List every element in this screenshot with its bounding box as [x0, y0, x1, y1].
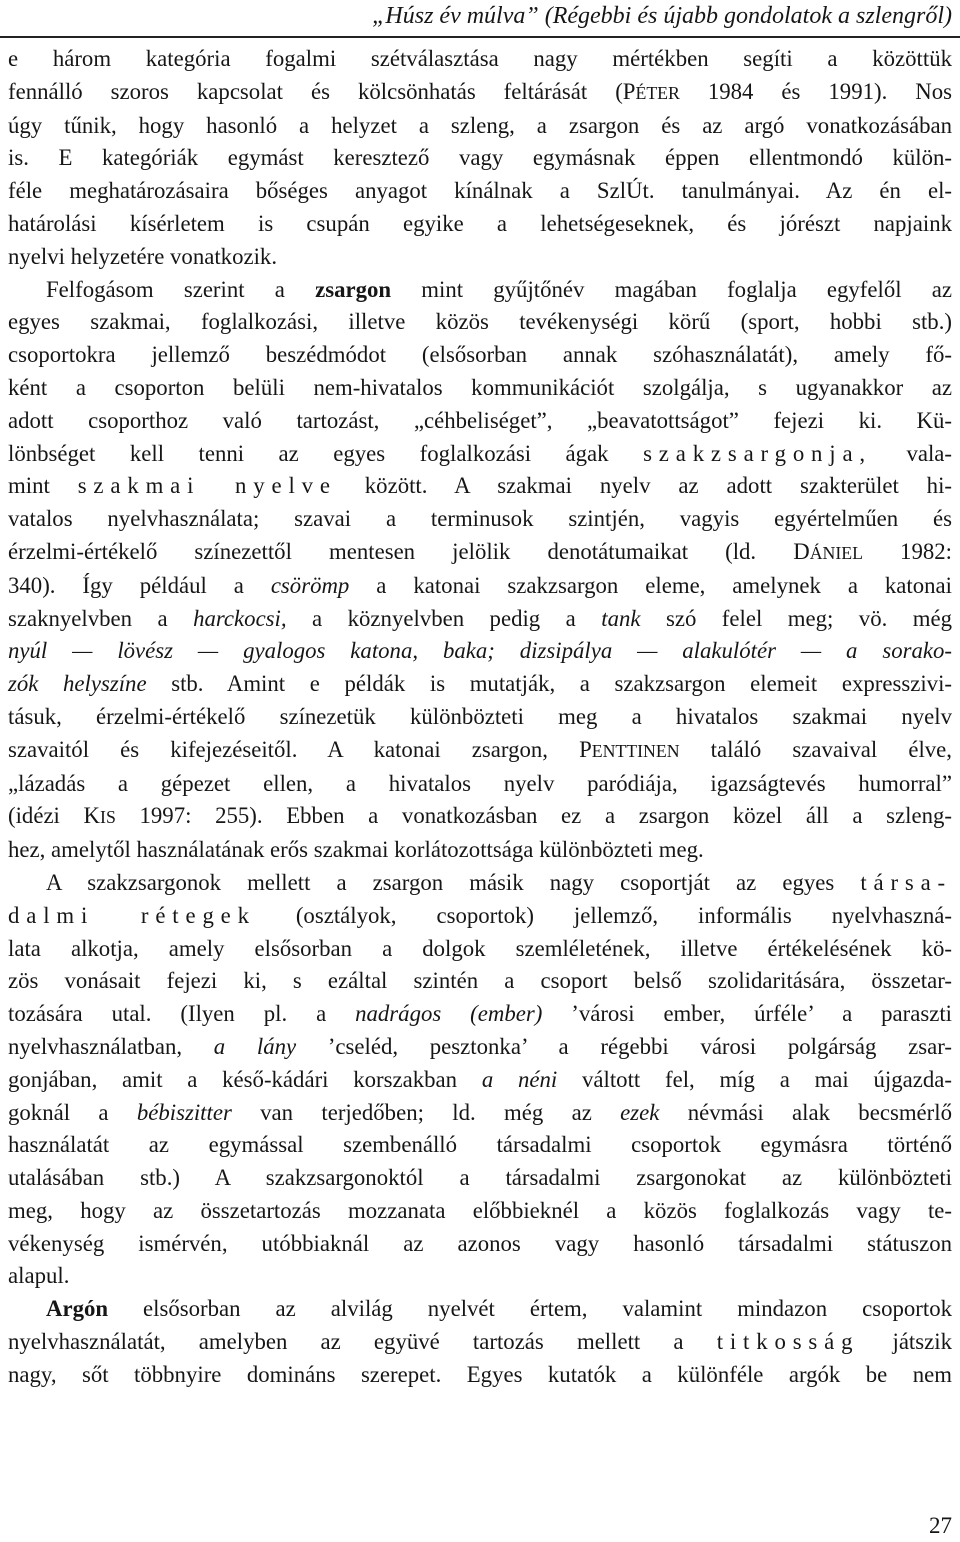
text-line: A szakzsargonok mellett a zsargon másik nagy csoportját az egyes társa-	[46, 869, 952, 895]
text-line: goknál a bébiszitter van terjedőben; ld. még az ezek névmási alak becsmérlő	[8, 1099, 952, 1125]
text-line: zók helyszíne stb. Amint e példák is mutatják, a szakzsargon elemeit expresszivi-	[8, 671, 952, 697]
text-line: fennálló szoros kapcsolat és kölcsönhatás feltárását (PÉTER 1984 és 1991). Nos	[8, 78, 952, 104]
text-line: hez, amelytől használatának erős szakmai korlátozottsága különbözteti meg.	[8, 837, 704, 863]
text-line: lata alkotja, amely elsősorban a dolgok szemléletének, illetve értékelésének kö-	[8, 935, 952, 961]
text-line: dalmi rétegek (osztályok, csoportok) jellemző, informális nyelvhaszná-	[8, 902, 952, 928]
text-line: szaknyelvben a harckocsi, a köznyelvben pedig a tank szó felel meg; vö. még	[8, 605, 952, 631]
text-line: tozására utal. (Ilyen pl. a nadrágos (ember) ’városi ember, úrféle’ a paraszti	[8, 1001, 952, 1027]
text-line: (idézi KIS 1997: 255). Ebben a vonatkozásban ez a zsargon közel áll a szleng-	[8, 803, 952, 829]
text-line: meg, hogy az összetartozás mozzanata előbbieknél a közös foglalkozás vagy te-	[8, 1197, 952, 1223]
text-line: adott csoporthoz való tartozást, „céhbeliséget”, „beavatottságot” fejezi ki. Kü-	[8, 407, 952, 433]
text-line: szavaitól és kifejezéseitől. A katonai zsargon, PENTTINEN találó szavaival élve,	[8, 736, 952, 762]
text-line: határolási kísérletem is csupán egyike a lehetségeseknek, és jórészt napjaink	[8, 210, 952, 236]
text-line: úgy tűnik, hogy hasonló a helyzet a szleng, a zsargon és az argó vonatkozásában	[8, 112, 952, 138]
text-line: vékenység ismérvén, utóbbiaknál az azonos vagy hasonló társadalmi státuszon	[8, 1230, 952, 1256]
text-line: lönbséget kell tenni az egyes foglalkozási ágak szakzsargonja, vala-	[8, 440, 953, 466]
text-line: gonjában, amit a késő-kádári korszakban a néni váltott fel, míg a mai újgazda-	[8, 1066, 952, 1092]
text-line: féle meghatározásaira bőséges anyagot kínálnak a SzlÚt. tanulmányai. Az én el-	[8, 178, 952, 204]
text-line: nyelvi helyzetére vonatkozik.	[8, 243, 278, 269]
text-line: ként a csoporton belüli nem-hivatalos kommunikációt szolgálja, s ugyanakkor az	[8, 374, 952, 400]
text-line: is. E kategóriák egymást keresztező vagy egymásnak éppen ellentmondó külön-	[8, 145, 952, 171]
text-line: egyes szakmai, foglalkozási, illetve közös tevékenységi körű (sport, hobbi stb.)	[8, 309, 952, 335]
text-line: nyúl — lövész — gyalogos katona, baka; dizsipálya — alakulótér — a sorako-	[8, 638, 952, 664]
text-line: e három kategória fogalmi szétválasztása nagy mértékben segíti a közöttük	[8, 46, 952, 71]
text-line: csoportokra jellemző beszédmódot (elsősorban annak szóhasználatát), amely fő-	[8, 342, 952, 368]
running-header: „Húsz év múlva” (Régebbi és újabb gondolatok a szlengről)	[372, 3, 952, 29]
text-line: Felfogásom szerint a zsargon mint gyűjtőnév magában foglalja egyfelől az	[46, 276, 953, 302]
text-line: használatát az egymással szembenálló társadalmi csoportok egymásra történő	[8, 1132, 952, 1158]
text-line: alapul.	[8, 1263, 70, 1289]
text-line: nyelvhasználatát, amelyben az együvé tartozás mellett a titkosság játszik	[8, 1329, 952, 1355]
text-line: zös vonásait fejezi ki, s ezáltal szintén a csoport belső szolidaritására, összetar-	[8, 968, 952, 994]
text-line: utalásában stb.) A szakzsargonoktól a társadalmi zsargonokat az különbözteti	[8, 1165, 952, 1191]
text-line: nyelvhasználatban, a lány ’cseléd, pesztonka’ a régebbi városi polgárság zsar-	[8, 1033, 952, 1059]
text-line: nagy, sőt többnyire domináns szerepet. Egyes kutatók a különféle argók be nem	[8, 1361, 952, 1387]
text-line: mint szakmai nyelve között. A szakmai nyelv az adott szakterület hi-	[8, 473, 953, 499]
text-line: tásuk, érzelmi-értékelő színezetük különbözteti meg a hivatalos szakmai nyelv	[8, 703, 952, 729]
text-line: vatalos nyelvhasználata; szavai a terminusok szintjén, vagyis egyértelműen és	[8, 506, 952, 532]
page-number: 27	[929, 1513, 952, 1538]
header-rule	[0, 36, 960, 38]
text-line: Argón elsősorban az alvilág nyelvét értem, valamint mindazon csoportok	[46, 1296, 952, 1322]
text-line: 340). Így például a csörömp a katonai szakzsargon eleme, amelynek a katonai	[8, 572, 953, 598]
text-line: „lázadás a gépezet ellen, a hivatalos nyelv paródiája, igazságtevés humorral”	[8, 770, 952, 796]
body-text	[8, 43, 952, 1392]
text-line: érzelmi-értékelő színezettől mentesen jelölik denotátumaikat (ld. DÁNIEL 1982:	[8, 538, 952, 564]
